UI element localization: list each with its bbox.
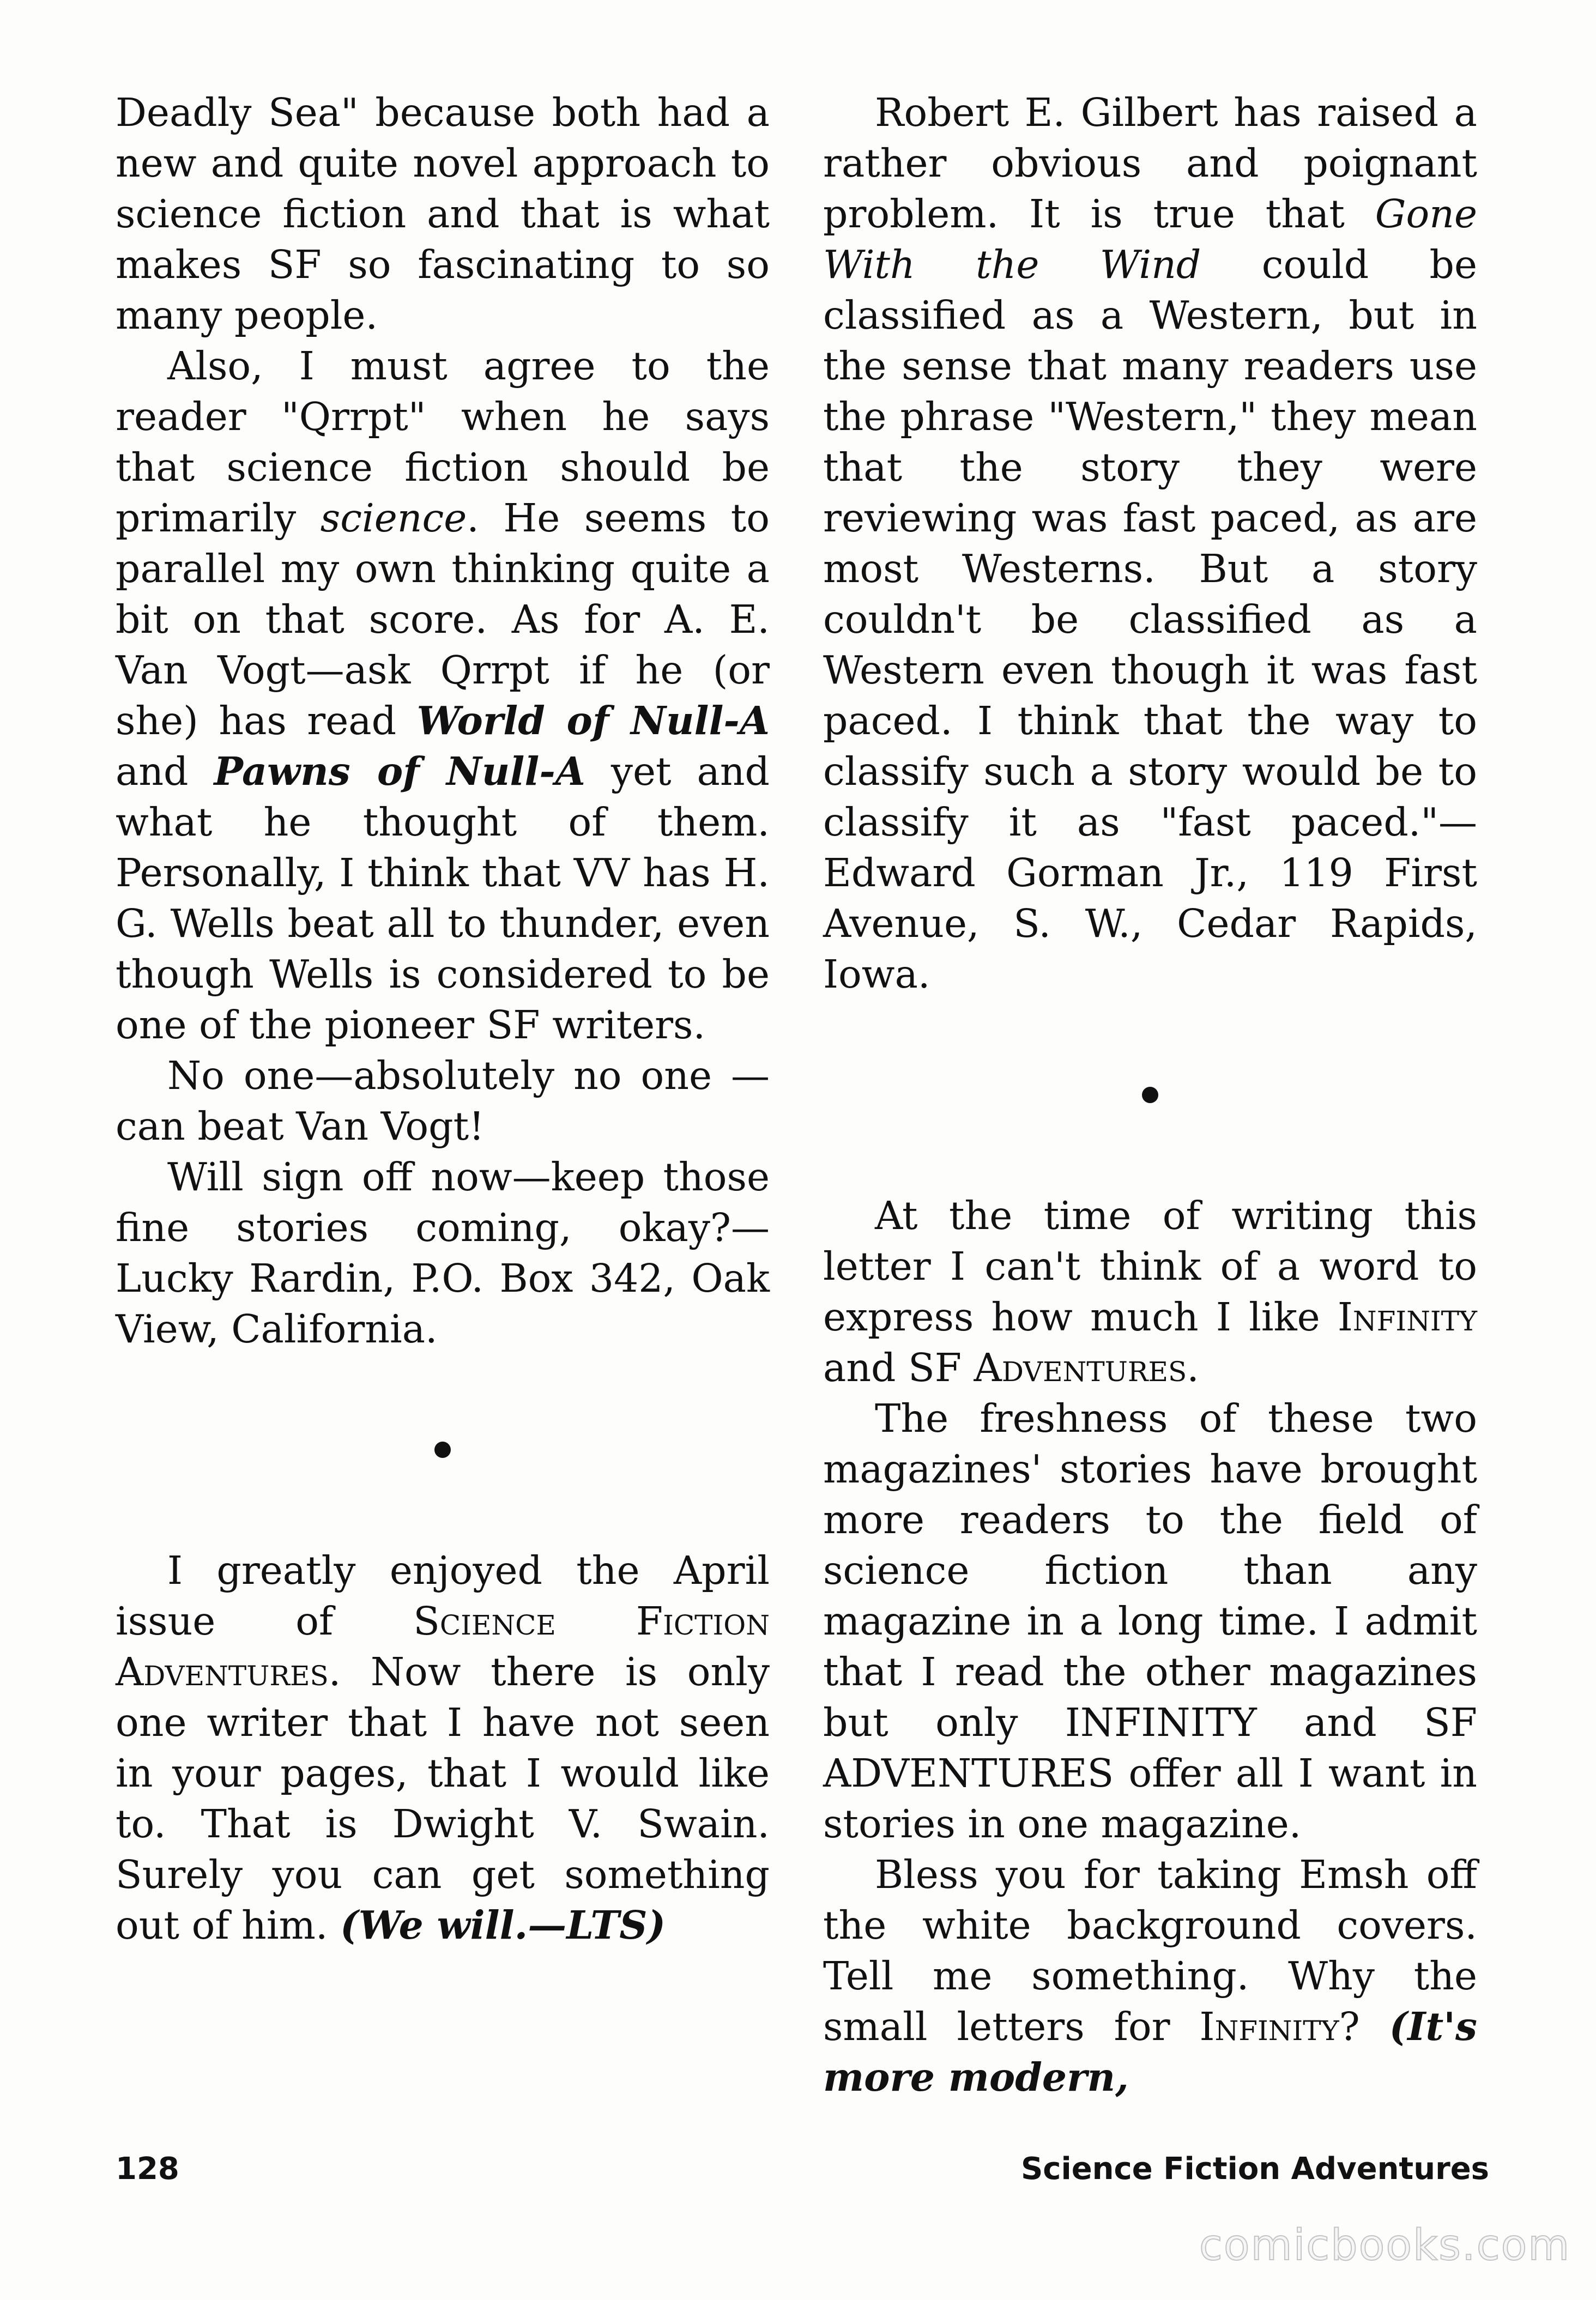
- left-column: [116, 87, 770, 1951]
- text-run: yet and what he thought of them. Personally, I think that VV has H. G. Wells beat all to thunder, even though Wells is considered to be one of the pioneer SF writers.: [116, 749, 770, 1048]
- letter-continuation: Deadly Sea" because both had a new and quite novel approach to science fiction and that is what makes SF so fascinating to so many people.: [116, 90, 770, 338]
- text-run: .: [1187, 1345, 1199, 1390]
- book-title: Gone With the Wind: [823, 191, 1477, 287]
- text-run: . Now there is only one writer that I have not seen in your pages, that I would like to. That is Dwight V. Swain. Surely you can get something out of him.: [116, 1649, 770, 1948]
- text-run: . He seems to parallel my own thinking quite a bit on that score. As for A. E. Van Vogt—ask Qrrpt if he (or she) has read: [116, 495, 770, 743]
- text-run: I greatly enjoyed the April issue of: [116, 1548, 770, 1644]
- letter-separator: [823, 1000, 1477, 1190]
- magazine-name: Infinity: [1337, 1294, 1477, 1340]
- text-run: ?: [1339, 2004, 1389, 2049]
- book-title: World of Null-A: [416, 698, 770, 743]
- letter-paragraph-emsh: [823, 1849, 1477, 2103]
- letter-separator: [116, 1354, 770, 1545]
- page-number: 128: [116, 2151, 179, 2187]
- magazine-name: Science Fiction Adventures: [116, 1599, 770, 1694]
- letter-paragraph-gilbert: [823, 87, 1477, 1000]
- right-column: [823, 87, 1477, 2103]
- magazine-name: Adventures: [974, 1345, 1187, 1390]
- page-footer: [116, 2147, 1489, 2191]
- text-run: and SF: [823, 1345, 974, 1390]
- text-run: At the time of writing this letter I can't think of a word to express how much I like: [823, 1193, 1477, 1340]
- letter-paragraph-infinity: [823, 1190, 1477, 1393]
- magazine-name: Infinity: [1199, 2004, 1339, 2049]
- letter-paragraph-qrrpt: [116, 341, 770, 1050]
- text-run: and: [116, 749, 214, 794]
- text-run: could be classified as a Western, but in the sense that many readers use the phrase "Western," they mean that the story they were reviewing was fast paced, as are most Westerns. But a story couldn't be classified as a Western even though it was fast paced. I think that the way to classify such a story would be to classify it as "fast paced."—Edward Gorman Jr., 119 First Avenue, S. W., Cedar Rapids, Iowa.: [823, 242, 1477, 997]
- watermark: comicbooks.com: [1199, 2221, 1571, 2270]
- editor-reply: (It's more modern,: [823, 2004, 1477, 2100]
- letter-paragraph-swain: [116, 1545, 770, 1951]
- bullet-dot: [1142, 1087, 1158, 1103]
- letter-paragraph: No one—absolutely no one —can beat Van Vogt!: [116, 1053, 770, 1149]
- text-run: Also, I must agree to the reader "Qrrpt" when he says that science fiction should be primarily: [116, 343, 770, 541]
- running-title: Science Fiction Adventures: [1020, 2151, 1489, 2187]
- bullet-dot: [434, 1442, 451, 1458]
- text-run: Bless you for taking Emsh off the white background covers. Tell me something. Why the small letters for: [823, 1852, 1477, 2049]
- italic-text: science: [320, 495, 467, 541]
- text-run: Robert E. Gilbert has raised a rather obvious and poignant problem. It is true that: [823, 90, 1477, 237]
- editor-reply: (We will.—LTS): [340, 1902, 666, 1948]
- letter-signoff: Will sign off now—keep those fine stories coming, okay?—Lucky Rardin, P.O. Box 342, Oak View, California.: [116, 1154, 770, 1352]
- letter-paragraph: The freshness of these two magazines' stories have brought more readers to the field of science fiction than any magazine in a long time. I admit that I read the other magazines but only INFINITY and SF ADVENTURES offer all I want in stories in one magazine.: [823, 1396, 1477, 1847]
- book-title: Pawns of Null-A: [214, 748, 585, 794]
